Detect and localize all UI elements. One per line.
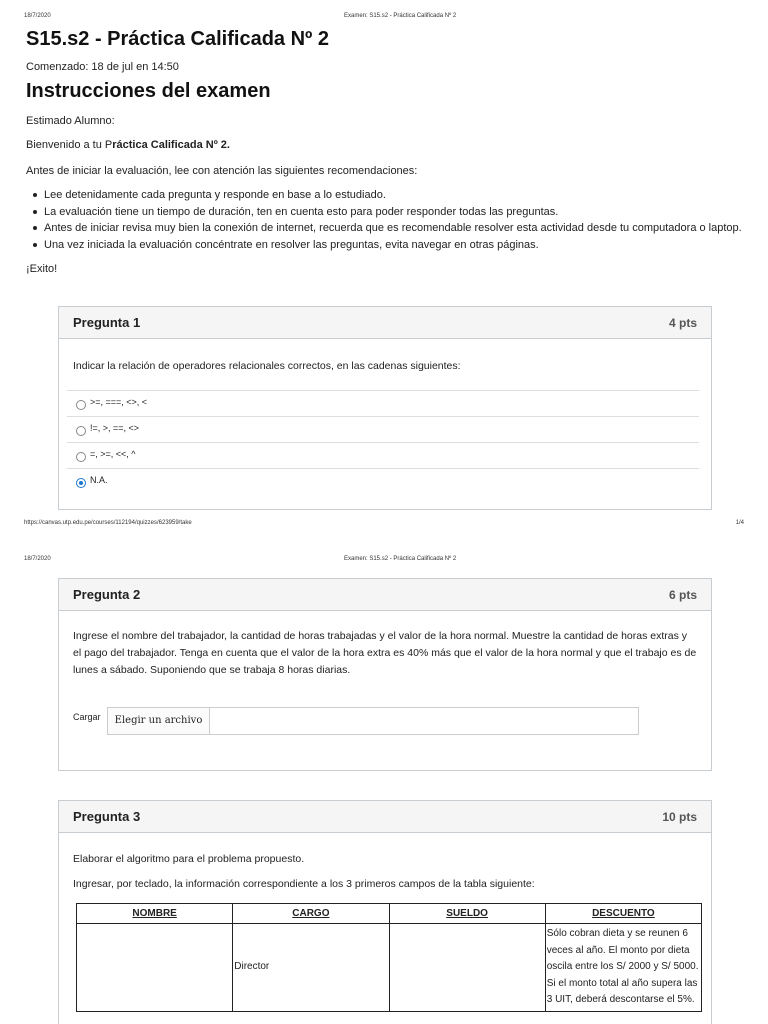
column-header: DESCUENTO (545, 904, 701, 924)
answer-label: =, >=, <<, ^ (90, 449, 136, 459)
question-text: Indicar la relación de operadores relacionales correctos, en las cadenas siguientes: (73, 360, 461, 372)
list-item: Una vez iniciada la evaluación concéntrate en resolver las preguntas, evita navegar en otras páginas. (44, 238, 742, 255)
greeting: Estimado Alumno: (26, 115, 115, 127)
question-3 (58, 800, 712, 1024)
print-date: 18/7/2020 (24, 556, 51, 562)
answer-option-4[interactable] (67, 468, 699, 494)
question-text: Ingrese el nombre del trabajador, la cantidad de horas trabajadas y el valor de la hora normal. Muestre la cantidad de horas extras y el pago del trabajador. Tenga en cuenta que el valor de la hora extra es 40% más que el valor de la hora normal y que el trabajo es de lunes a sábado. Suponiendo que se trabaja 8 horas diarias. (73, 630, 697, 676)
started-time: Comenzado: 18 de jul en 14:50 (26, 61, 179, 73)
print-date: 18/7/2020 (24, 13, 51, 19)
radio-button[interactable] (76, 426, 86, 436)
answer-option-2[interactable] (67, 416, 699, 442)
column-header: SUELDO (389, 904, 545, 924)
intro-text: Antes de iniciar la evaluación, lee con atención las siguientes recomendaciones: (26, 165, 418, 177)
table-cell (389, 924, 545, 1012)
question-text: Elaborar el algoritmo para el problema propuesto. (73, 853, 305, 865)
closing-text: ¡Exito! (26, 263, 58, 275)
question-points: 10 pts (662, 810, 697, 824)
radio-button[interactable] (76, 400, 86, 410)
answer-label: !=, >, ==, <> (90, 423, 140, 433)
upload-label: Cargar (73, 712, 101, 722)
question-name: Pregunta 2 (73, 587, 141, 602)
print-header (0, 13, 768, 25)
table-cell: Director (233, 924, 389, 1012)
answer-list (67, 390, 699, 494)
print-header (0, 556, 768, 568)
welcome-text: Bienvenido a tu Práctica Calificada Nº 2. (26, 139, 230, 151)
question-header (59, 801, 711, 833)
file-upload-field[interactable] (107, 707, 639, 735)
list-item: La evaluación tiene un tiempo de duración, ten en cuenta esto para poder responder todas las preguntas. (44, 205, 742, 222)
question-header (59, 579, 711, 611)
print-footer (0, 520, 768, 530)
choose-file-button[interactable]: Elegir un archivo (108, 708, 210, 734)
list-item: Lee detenidamente cada pregunta y responde en base a lo estudiado. (44, 188, 742, 205)
print-doc-title: Examen: S15.s2 - Práctica Calificada Nº 2 (344, 556, 457, 562)
table-header-row (77, 904, 702, 924)
answer-option-3[interactable] (67, 442, 699, 468)
column-header: NOMBRE (77, 904, 233, 924)
radio-button-selected[interactable] (76, 478, 86, 488)
question-name: Pregunta 3 (73, 809, 141, 824)
question-points: 6 pts (668, 588, 697, 602)
column-header: CARGO (233, 904, 389, 924)
quiz-title: S15.s2 - Práctica Calificada Nº 2 (26, 28, 330, 50)
print-url: https://canvas.utp.edu.pe/courses/112194/quizzes/623959/take (24, 520, 192, 526)
answer-option-1[interactable] (67, 390, 699, 416)
question-text: Ingresar, por teclado, la información correspondiente a los 3 primeros campos de la tabla siguiente: (73, 878, 535, 890)
radio-button[interactable] (76, 452, 86, 462)
question-header (59, 307, 711, 339)
list-item: Antes de iniciar revisa muy bien la conexión de internet, recuerda que es recomendable resolver esta actividad desde tu computadora o laptop. (44, 221, 742, 238)
answer-label: >=, ===, <>, < (90, 397, 148, 407)
question-points: 4 pts (668, 316, 697, 330)
instructions-title: Instrucciones del examen (26, 80, 271, 102)
recommendations-list (44, 188, 742, 254)
question-2 (58, 578, 712, 771)
table-cell: Sólo cobran dieta y se reunen 6 veces al año. El monto por dieta oscila entre los S/ 2000 y S/ 5000. Si el monto total al año supera las 3 UIT, deberá descontarse el 5%. (545, 924, 701, 1012)
data-table (76, 903, 702, 1012)
question-1 (58, 306, 712, 510)
answer-label: N.A. (90, 475, 108, 485)
print-doc-title: Examen: S15.s2 - Práctica Calificada Nº 2 (344, 13, 457, 19)
page-number: 1/4 (735, 520, 744, 526)
table-row (77, 924, 702, 1012)
question-name: Pregunta 1 (73, 315, 141, 330)
table-cell (77, 924, 233, 1012)
